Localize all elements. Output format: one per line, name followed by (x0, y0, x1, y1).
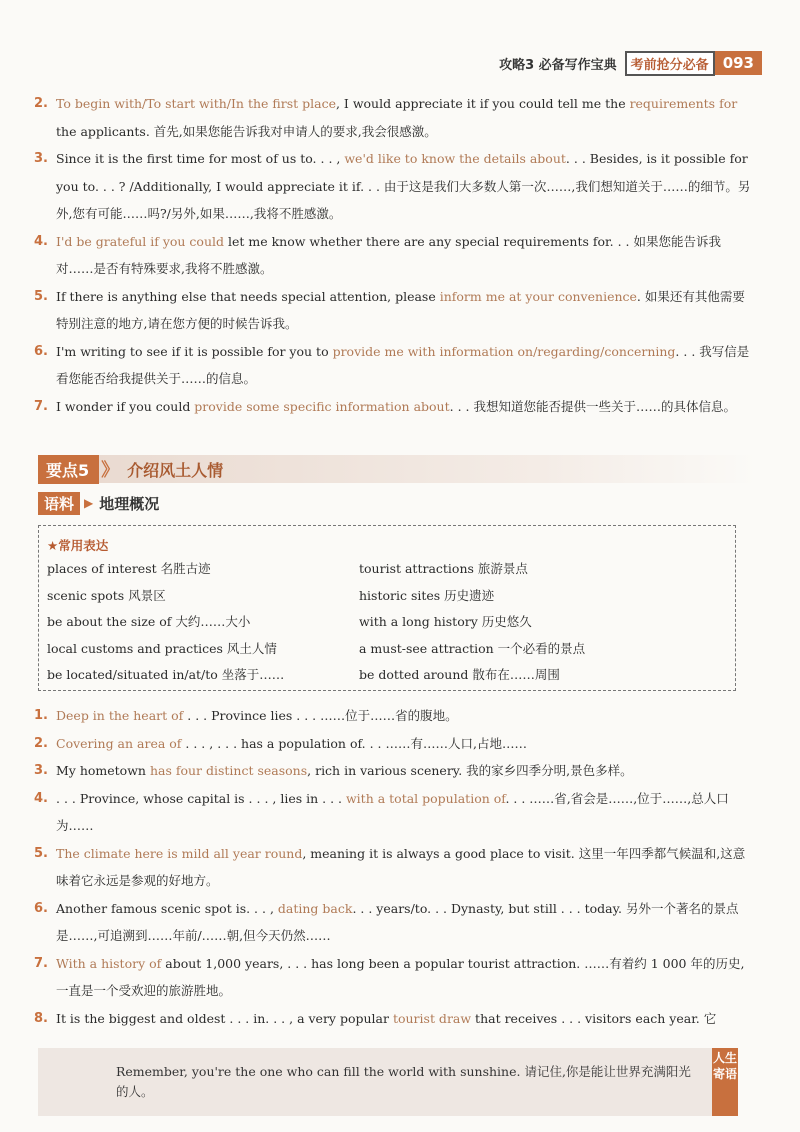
key-phrase: To begin with/To start with/In the first place (56, 96, 336, 111)
top-sentence-list (34, 90, 754, 420)
page-header (499, 50, 762, 76)
item-number: 3. (34, 763, 48, 778)
key-phrase: Deep in the heart of (56, 708, 184, 723)
key-phrase: requirements for (629, 96, 738, 111)
key-phrase: provide me with information on/regarding/concerning (332, 343, 676, 359)
key-phrase: I'd be grateful if you could (56, 233, 225, 249)
sentence-text: let me know whether there are any special requirements for. . . 如果您能告诉我对……是否有特殊要求,我将不胜感激。 (56, 233, 721, 276)
subsection-header (38, 491, 159, 515)
item-number: 7. (34, 398, 48, 414)
section-tag: 要点5 (38, 455, 99, 484)
item-number: 6. (34, 343, 48, 359)
sentence-text: , meaning it is always a good place to visit. 这里一年四季都气候温和,这意味着它永远是参观的好地方。 (56, 845, 746, 888)
sentence-text: that receives . . . visitors each year. 它 (471, 1010, 717, 1026)
sentence-text: . . . Besides, is it possible for you to. . . ? /Additionally, I would appreciate it if. . . 由于这是我们大多数人第一次……,我们想知道关于……的细节。另外,您有可能……吗?/另外,如果……,我将不胜感激。 (56, 151, 751, 221)
common-expressions-box (38, 525, 736, 691)
sentence-text: the applicants. 首先,如果您能告诉我对申请人的要求,我会很感激。 (56, 123, 437, 139)
sentence-item (34, 702, 754, 730)
expression-entry: be about the size of 大约……大小 (47, 614, 251, 629)
expression-entry: be dotted around 散布在……周围 (359, 667, 560, 682)
key-phrase: has four distinct seasons (149, 763, 308, 778)
motto-footer (38, 1048, 738, 1116)
item-number: 5. (34, 845, 48, 861)
sentence-text: If there is anything else that needs special attention, please (56, 288, 440, 304)
sentence-text: . . . years/to. . . Dynasty, but still . . . today. 另外一个著名的景点是……,可追溯到……年前/……朝,但今天仍然…… (56, 900, 739, 943)
key-phrase: tourist draw (392, 1010, 472, 1026)
expressions-heading: ★常用表达 (47, 538, 109, 553)
sentence-item (34, 895, 754, 950)
sentence-text: , rich in various scenery. 我的家乡四季分明,景色多样。 (307, 763, 633, 778)
expression-entry: historic sites 历史遗迹 (359, 587, 495, 603)
key-phrase: Covering an area of (56, 735, 182, 751)
sentence-text: . . . Province lies . . . ……位于……省的腹地。 (183, 708, 458, 723)
subsection-title: 地理概况 (99, 494, 160, 513)
triangle-right-icon: ▶ (84, 496, 94, 510)
key-phrase: The climate here is mild all year round (56, 845, 303, 861)
section-header (38, 455, 756, 483)
sentence-item (34, 90, 754, 145)
key-phrase: with a total population of (345, 790, 506, 806)
item-number: 3. (34, 151, 48, 166)
item-number: 6. (34, 900, 48, 916)
sentence-item (34, 228, 754, 283)
item-number: 5. (34, 288, 48, 304)
expression-entry: scenic spots 风景区 (47, 587, 166, 603)
sentence-text: , I would appreciate it if you could tell me the (335, 96, 630, 111)
sentence-text: Another famous scenic spot is. . . , (56, 900, 278, 916)
item-number: 4. (34, 790, 48, 806)
sentence-item (34, 145, 754, 228)
sentence-item (34, 338, 754, 393)
sentence-text: Since it is the first time for most of us to. . . , (56, 151, 345, 166)
key-phrase: With a history of (56, 955, 162, 971)
sentence-item (34, 393, 754, 421)
page-number: 093 (715, 51, 762, 75)
sentence-item (34, 757, 754, 785)
header-tag: 考前抢分必备 (625, 51, 715, 76)
sentence-item (34, 785, 754, 840)
sentence-text: . . . Province, whose capital is . . . , lies in . . . (56, 790, 346, 806)
section-arrow-icon: 》 (101, 460, 120, 481)
item-number: 2. (34, 96, 48, 111)
item-number: 2. (34, 735, 48, 751)
item-number: 8. (34, 1010, 48, 1026)
sentence-text: . . . , . . . has a population of. . . ……有……人口,占地…… (181, 735, 527, 751)
section-title: 介绍风土人情 (127, 460, 224, 480)
bottom-sentence-list (34, 702, 754, 1032)
key-phrase: inform me at your convenience (439, 288, 637, 304)
item-number: 1. (34, 708, 48, 723)
motto-side-label: 人生寄语 (712, 1048, 738, 1116)
expression-entry: a must-see attraction 一个必看的景点 (359, 640, 586, 656)
sentence-text: . . . 我写信是看您能否给我提供关于……的信息。 (56, 343, 750, 386)
sentence-item (34, 730, 754, 758)
expression-entry: be located/situated in/at/to 坐落于…… (47, 667, 285, 682)
sentence-text: about 1,000 years, . . . has long been a popular tourist attraction. ……有着约 1 000 年的历史,一直是一个受欢迎的旅游胜地。 (56, 955, 745, 998)
item-number: 7. (34, 955, 48, 971)
subsection-tag: 语料 (38, 492, 80, 515)
chapter-title: 攻略3 必备写作宝典 (499, 57, 617, 73)
expression-entry: with a long history 历史悠久 (359, 614, 532, 629)
sentence-text: . . . ……省,省会是……,位于……,总人口为…… (56, 790, 729, 833)
sentence-text: I'm writing to see if it is possible for you to (56, 343, 333, 359)
sentence-text: It is the biggest and oldest . . . in. . . , a very popular (56, 1010, 393, 1026)
sentence-text: . . . 我想知道您能否提供一些关于……的具体信息。 (449, 398, 736, 414)
sentence-item (34, 950, 754, 1005)
expressions-grid (47, 556, 735, 689)
sentence-item (34, 840, 754, 895)
sentence-item (34, 1005, 754, 1033)
sentence-text: I wonder if you could (56, 398, 195, 414)
expression-entry: places of interest 名胜古迹 (47, 561, 211, 576)
expression-entry: tourist attractions 旅游景点 (359, 561, 528, 576)
key-phrase: we'd like to know the details about (344, 151, 566, 166)
motto-text: Remember, you're the one who can fill the world with sunshine. 请记住,你是能让世界充满阳光的人。 (116, 1064, 691, 1099)
expression-entry: local customs and practices 风土人情 (47, 640, 277, 656)
item-number: 4. (34, 233, 48, 249)
sentence-text: My hometown (56, 763, 150, 778)
sentence-text: . 如果还有其他需要特别注意的地方,请在您方便的时候告诉我。 (56, 288, 745, 331)
key-phrase: dating back (277, 900, 353, 916)
key-phrase: provide some specific information about (194, 398, 450, 414)
sentence-item (34, 283, 754, 338)
